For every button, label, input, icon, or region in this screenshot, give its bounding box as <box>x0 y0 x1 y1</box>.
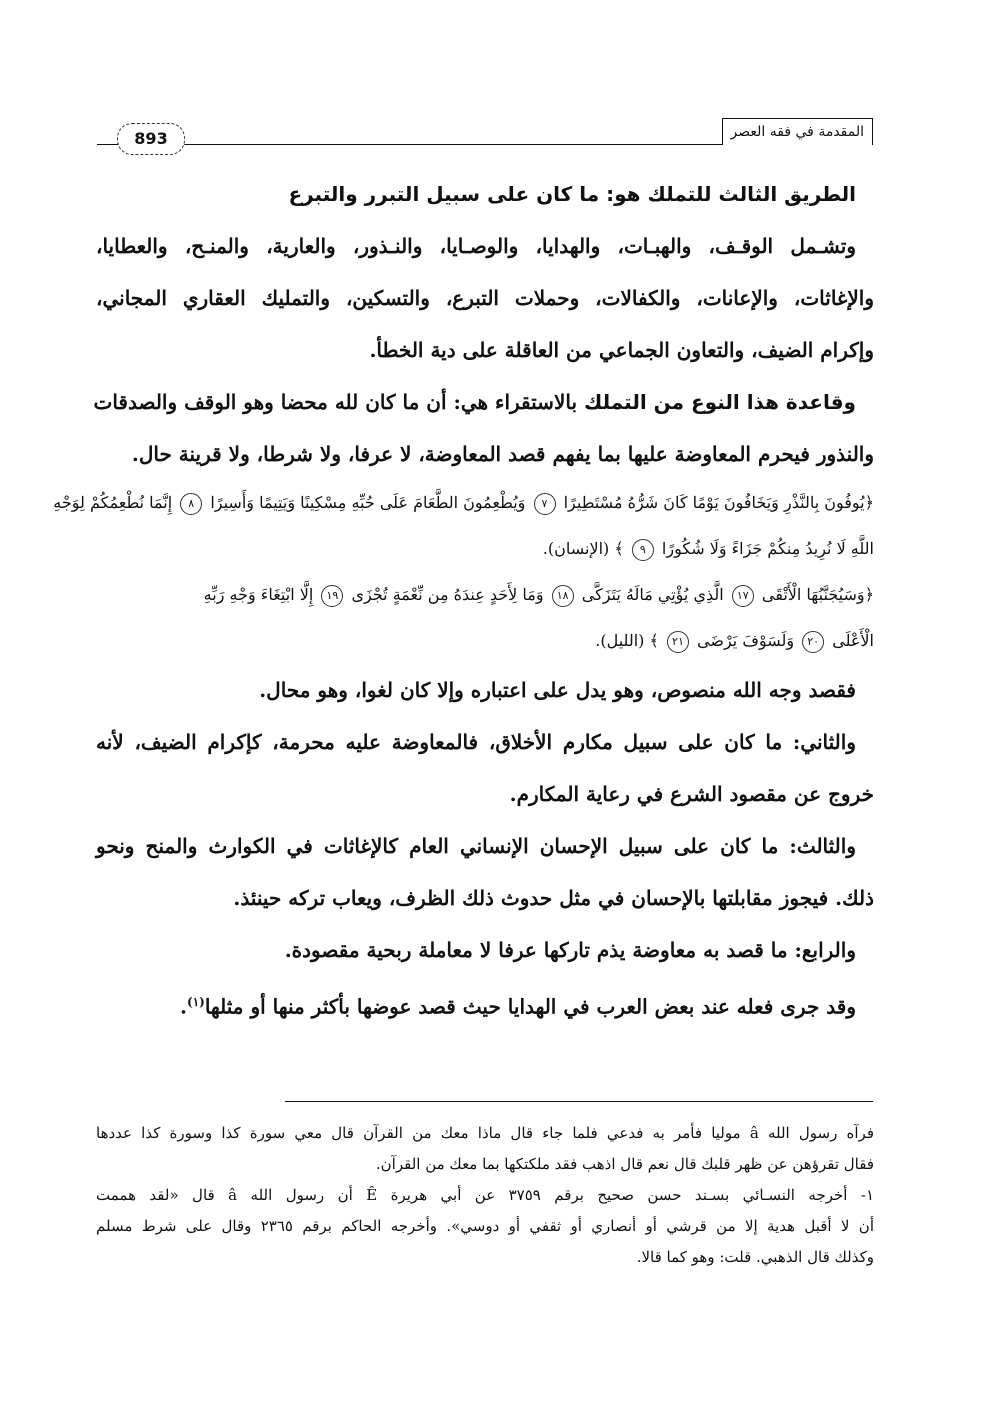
paragraph-line: وإكرام الضيف، والتعاون الجماعي من العاقلة على دية الخطأ. <box>369 338 874 362</box>
verse-text: إِنَّمَا نُطْعِمُكُمْ لِوَجْهِ <box>53 493 173 512</box>
quran-verse-line <box>96 618 874 664</box>
footnote-line: ١- أخرجه النسـائي بسـند حسن صحيح برقم ٣٧٥٩ عن أبي هريرة Ê أن رسول الله â قال «لقد هممت <box>96 1186 874 1204</box>
verse-number: ١٩ <box>321 585 343 607</box>
paragraph-line: والثاني: ما كان على سبيل مكارم الأخلاق، فالمعاوضة عليه محرمة، كإكرام الضيف، لأنه <box>96 730 856 754</box>
rule-text: بالاستقراء هي: أن ما كان لله محضا وهو الوقف والصدقات <box>93 390 584 414</box>
paragraph-line: والنذور فيحرم المعاوضة عليها بما يفهم قصد المعاوضة، لا عرفا، ولا شرطا، ولا قرينة حال. <box>131 442 874 466</box>
verse-text: الَّذِي يُؤْتِي مَالَهُ يَتَزَكَّى <box>581 585 724 604</box>
verse-text: وَلَسَوْفَ يَرْضَى <box>697 631 795 650</box>
paragraph-line <box>96 976 874 1028</box>
page-number: 893 <box>117 123 185 155</box>
footnote-rule <box>285 1101 873 1102</box>
verse-number: ٨ <box>180 493 202 515</box>
quran-verse-line <box>96 572 874 618</box>
verse-number: ١٧ <box>732 585 754 607</box>
verse-text: إِلَّا ابْتِغَاءَ وَجْهِ رَبِّهِ <box>203 585 314 604</box>
footnote-line: فرآه رسول الله â موليا فأمر به فدعي فلما جاء قال ماذا معك من القرآن قال معي سورة كذا وسورة كذا عددها <box>96 1124 875 1142</box>
rule-lead-phrase: وقاعدة هذا النوع من التملك <box>583 390 856 414</box>
verse-number: ٢١ <box>667 631 689 653</box>
section-heading: الطريق الثالث للتملك هو: ما كان على سبيل التبرر والتبرع <box>288 182 856 206</box>
verse-text: الْأَعْلَى <box>832 631 874 650</box>
verse-number: ٩ <box>632 539 654 561</box>
paragraph-line: والرابع: ما قصد به معاوضة يذم تاركها عرفا لا معاملة ربحية مقصودة. <box>284 938 856 962</box>
verse-text: وَيُطْعِمُونَ الطَّعَامَ عَلَى حُبِّهِ مِسْكِينًا وَيَتِيمًا وَأَسِيرًا <box>210 493 526 512</box>
verse-number: ٢٠ <box>802 631 824 653</box>
paragraph-line: والثالث: ما كان على سبيل الإحسان الإنساني العام كالإغاثات في الكوارث والمنح ونحو <box>96 834 856 858</box>
main-text <box>53 168 874 1028</box>
verse-text: ﴿وَسَيُجَنَّبُهَا الْأَتْقَى <box>761 585 874 604</box>
paragraph-line: ذلك. فيجوز مقابلتها بالإحسان في مثل حدوث ذلك الظرف، ويعاب تركه حينئذ. <box>233 886 874 910</box>
paragraph-text: وقد جرى فعله عند بعض العرب في الهدايا حيث قصد عوضها بأكثر منها أو مثلها <box>204 994 856 1019</box>
paragraph-line: وتشـمل الوقـف، والهبـات، والهدايا، والوصـايا، والنـذور، والعارية، والمنـح، والعطايا، <box>96 234 856 258</box>
verse-text: اللَّهِ لَا نُرِيدُ مِنكُمْ جَزَاءً وَلَا شُكُورًا <box>661 539 874 558</box>
footnote-line: أن لا أقبل هدية إلا من قرشي أو أنصاري أو ثقفي أو دوسي». وأخرجه الحاكم برقم ٢٣٦٥ وقال على شرط مسلم <box>96 1217 874 1235</box>
paragraph-line: خروج عن مقصود الشرع في رعاية المكارم. <box>509 782 874 806</box>
verse-source: ﴾ (الليل). <box>595 631 659 650</box>
footnote-line: وكذلك قال الذهبي. قلت: وهو كما قالا. <box>636 1248 874 1266</box>
quran-verse-line <box>96 526 874 572</box>
verse-text: وَمَا لِأَحَدٍ عِندَهُ مِن نِّعْمَةٍ تُجْزَى <box>351 585 544 604</box>
quran-verse-line <box>53 480 874 526</box>
footnote-reference: (١) <box>187 995 205 1009</box>
paragraph-line: والإغاثات، والإعانات، والكفالات، وحملات التبرع، والتسكين، والتمليك العقاري المجاني، <box>96 286 874 310</box>
paragraph-line <box>93 376 874 428</box>
footnotes <box>96 1118 874 1273</box>
footnote-line: فقال تقرؤهن عن ظهر قلبك قال نعم قال اذهب فقد ملكتكها بما معك من القرآن. <box>375 1155 874 1173</box>
verse-number: ٧ <box>534 493 556 515</box>
verse-number: ١٨ <box>552 585 574 607</box>
running-header-title: المقدمة في فقه العصر <box>722 118 873 145</box>
paragraph-line: فقصد وجه الله منصوص، وهو يدل على اعتباره وإلا كان لغوا، وهو محال. <box>259 678 856 702</box>
paragraph-end: . <box>180 994 187 1019</box>
verse-text: ﴿يُوفُونَ بِالنَّذْرِ وَيَخَافُونَ يَوْمًا كَانَ شَرُّهُ مُسْتَطِيرًا <box>563 493 874 512</box>
verse-source: ﴾ (الإنسان). <box>542 539 624 558</box>
